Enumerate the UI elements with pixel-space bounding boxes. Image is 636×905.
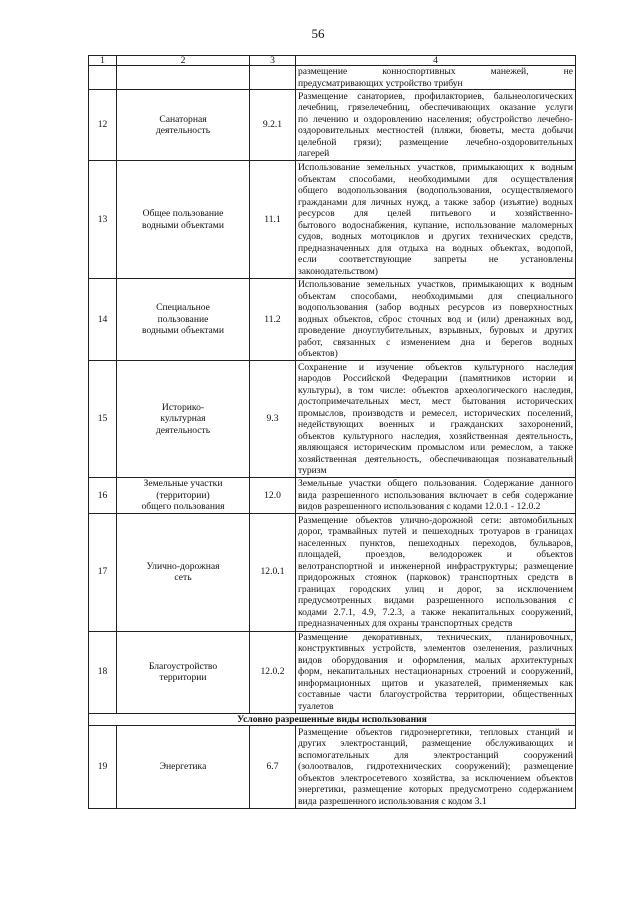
header-cell-1: 1 — [89, 56, 117, 66]
land-use-table — [88, 55, 576, 809]
row-number: 14 — [89, 279, 117, 361]
use-code: 11.1 — [250, 161, 296, 279]
use-name-line: деятельность — [155, 424, 211, 436]
description-line: населенных пунктов, пешеходных переходов, бульваров, — [298, 537, 573, 549]
description-line: вида разрешенного использования включает в себя содержание — [298, 489, 573, 501]
description-line: общего водопользования (водопользования, осуществляемого — [298, 185, 573, 196]
description-line: законодательством) — [298, 265, 378, 277]
description-line: размещение конноспортивных манежей, не — [298, 66, 573, 77]
table-row — [89, 726, 576, 809]
description-line: бытового водоснабжения, купание, использование маломерных — [298, 219, 573, 231]
table-row — [89, 478, 576, 514]
description-cell — [296, 90, 576, 161]
row-number: 15 — [89, 361, 117, 478]
description-line: объектов электросетевого хозяйства, за исключением объектов — [298, 772, 573, 784]
use-name-line: Благоустройство — [148, 660, 218, 672]
description-line: народов Российской Федерации (памятников истории и — [298, 373, 573, 384]
description-line: вспомогательных для электростанций сооружений — [298, 749, 573, 761]
use-code: 11.2 — [250, 279, 296, 361]
use-code: 9.3 — [250, 361, 296, 478]
description-line: водопользования (забор водных ресурсов из поверхностных — [298, 302, 573, 314]
use-name-line: Улично-дорожная — [146, 560, 220, 572]
description-line: видов разрешенного использования с кодами 12.0.1 - 12.0.2 — [298, 501, 541, 512]
description-line: туалетов — [298, 700, 334, 712]
description-line: работ, связанных с изменением дна и берегов водных — [298, 336, 573, 348]
header-row — [89, 56, 576, 66]
description-line: энергетики, размещение которых предусмотрено содержанием — [298, 784, 573, 796]
row-number: 18 — [89, 631, 117, 713]
row-number: 13 — [89, 161, 117, 279]
description-line: видов оборудования и оформления, малых архитектурных — [298, 654, 573, 666]
use-name-line: общего пользования — [141, 501, 225, 512]
use-name-cell — [117, 161, 250, 279]
description-line: целебной грязи); размещение лечебно-оздоровительных — [298, 136, 573, 148]
description-line: объектов культурного наследия, хозяйственная деятельность, — [298, 430, 573, 442]
description-line: объектов) — [298, 348, 338, 360]
description-cell — [296, 361, 576, 478]
use-name-line: водными объектами — [141, 325, 224, 337]
page-number: 56 — [311, 26, 325, 41]
description-line: предназначенных для отдыха на водных объектах, водопой, — [298, 242, 573, 254]
description-line: форм, некапитальных нестационарных строений и сооружений, — [298, 666, 573, 678]
description-line: объектам способами, необходимыми для специального — [298, 290, 573, 302]
description-line: предназначенных для охраны транспортных средств — [298, 618, 513, 629]
table-row — [89, 513, 576, 631]
description-line: по лечению и оздоровлению населения; обустройство лечебно- — [298, 113, 573, 125]
description-line: водных объектов, сброс сточных вод и (или) дренажных вод, — [298, 313, 573, 325]
row-number: 12 — [89, 90, 117, 161]
row-number: 16 — [89, 478, 117, 514]
description-line: ресурсов для целей питьевого и хозяйственно- — [298, 208, 573, 219]
description-line: Размещение объектов улично-дорожной сети: автомобильных — [298, 514, 573, 526]
use-code: 9.2.1 — [250, 90, 296, 161]
use-name-line: Специальное — [156, 302, 210, 314]
description-line: Размещение объектов гидроэнергетики, тепловых станций и — [298, 726, 573, 738]
description-line: велотранспортной и инженерной инфраструктуры; размещение — [298, 560, 573, 572]
use-name-line: водными объектами — [141, 219, 224, 231]
use-name-line: Энергетика — [159, 761, 207, 773]
use-name-cell — [117, 513, 250, 631]
description-line: хозяйственная деятельность, обеспечивающая познавательный — [298, 453, 573, 465]
description-line: Размещение санаториев, профилакториев, бальнеологических — [298, 90, 573, 102]
description-cell — [296, 631, 576, 713]
description-line: проведение дноуглубительных, взрывных, буровых и других — [298, 325, 573, 337]
header-cell-2: 2 — [117, 56, 250, 66]
use-code: 12.0 — [250, 478, 296, 514]
use-name-line: сеть — [174, 572, 192, 583]
description-cell — [296, 66, 576, 90]
description-cell — [296, 279, 576, 361]
table-row — [89, 66, 576, 90]
description-line: конструктивных устройств, элементов озеленения, различных — [298, 643, 573, 655]
description-line: (золоотвалов, гидротехнических сооружений); размещение — [298, 761, 573, 773]
row-number — [89, 66, 117, 90]
description-line: культуры), в том числе: объектов археологического наследия, — [298, 384, 573, 396]
use-name-cell — [117, 631, 250, 713]
table-row — [89, 279, 576, 361]
description-line: составные части благоустройства территории, общественных — [298, 689, 573, 701]
table-row — [89, 361, 576, 478]
description-line: объектам способами, необходимыми для осуществления — [298, 173, 573, 185]
description-line: Использование земельных участков, примыкающих к водным — [298, 279, 573, 291]
table-row — [89, 161, 576, 279]
description-line: дорог, трамвайных путей и пешеходных тротуаров в границах — [298, 526, 573, 537]
use-name-line: Общее пользование — [142, 208, 224, 219]
description-line: лечебниц, грязелечебниц, обеспечивающих оказание услуги — [298, 102, 573, 113]
use-name-cell — [117, 726, 250, 809]
description-line: достопримечательных мест, мест бытования исторических — [298, 396, 573, 407]
table-row — [89, 90, 576, 161]
description-line: Земельные участки общего пользования. Содержание данного — [298, 478, 573, 489]
use-code: 12.0.1 — [250, 513, 296, 631]
description-cell — [296, 478, 576, 514]
description-line: предусмотренных видами разрешенного использования с — [298, 595, 573, 606]
description-line: Размещение декоративных, технических, планировочных, — [298, 631, 573, 643]
description-line: оздоровительных местностей (пляжи, бюветы, места добычи — [298, 125, 573, 136]
use-name-line: культурная — [160, 413, 206, 425]
use-name-line: пользование — [157, 313, 209, 325]
description-line: предусматривающих устройство трибун — [298, 77, 463, 89]
section-row — [89, 713, 576, 726]
description-line: судов, водных мотоциклов и других технических средств, — [298, 231, 573, 242]
description-line: если соответствующие запреты не установлены — [298, 254, 573, 265]
section-title: Условно разрешенные виды использования — [89, 713, 576, 726]
description-line: промыслов, производств и ремесел, исторических поселений, — [298, 407, 573, 419]
description-line: других электростанций, размещение обслуживающих и — [298, 738, 573, 750]
description-line: туризм — [298, 465, 327, 476]
use-code: 6.7 — [250, 726, 296, 809]
use-name-line: территории — [159, 672, 207, 683]
description-line: вида разрешенного использования с кодом 3.1 — [298, 795, 487, 807]
use-name-cell — [117, 66, 250, 90]
use-code: 12.0.2 — [250, 631, 296, 713]
description-line: Использование земельных участков, примыкающих к водным — [298, 162, 573, 173]
header-cell-4: 4 — [296, 56, 576, 66]
description-line: площадей, проездов, велодорожек и объектов — [298, 549, 573, 560]
use-name-cell — [117, 279, 250, 361]
description-cell — [296, 161, 576, 279]
row-number: 19 — [89, 726, 117, 809]
description-cell — [296, 513, 576, 631]
use-name-line: Историко- — [161, 401, 205, 413]
use-name-line: Санаторная — [159, 113, 207, 125]
use-name-cell — [117, 478, 250, 514]
description-line: недействующих военных и гражданских захоронений, — [298, 419, 573, 430]
description-line: гражданами для личных нужд, а также забор (изъятие) водных — [298, 196, 573, 208]
description-line: являющаяся историческим промыслом или ремеслом, а также — [298, 442, 573, 453]
description-line: Сохранение и изучение объектов культурного наследия — [298, 361, 573, 373]
description-line: кодами 2.7.1, 4.9, 7.2.3, а также некапитальных сооружений, — [298, 606, 573, 618]
header-cell-3: 3 — [250, 56, 296, 66]
use-name-line: Земельные участки — [143, 478, 223, 489]
description-line: лагерей — [298, 148, 330, 159]
use-name-line: (территории) — [156, 489, 210, 501]
description-line: придорожных стоянок (парковок) транспортных средств в — [298, 572, 573, 583]
table-row — [89, 631, 576, 713]
row-number: 17 — [89, 513, 117, 631]
use-name-cell — [117, 90, 250, 161]
description-line: информационных щитов и указателей, применяемых как — [298, 677, 573, 689]
use-name-line: деятельность — [155, 125, 211, 136]
description-line: границах городских улиц и дорог, за исключением — [298, 583, 573, 595]
description-cell — [296, 726, 576, 809]
use-code — [250, 66, 296, 90]
use-name-cell — [117, 361, 250, 478]
